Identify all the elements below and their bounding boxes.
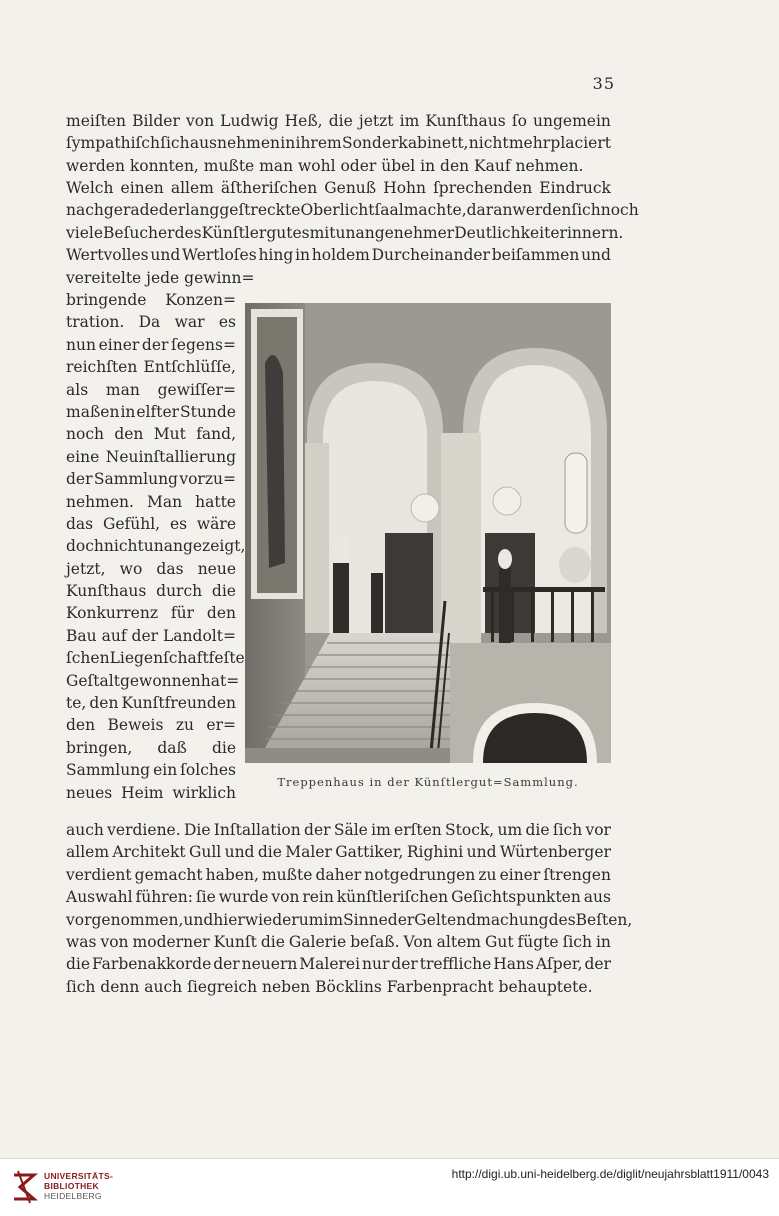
text-word: machte, (403, 201, 467, 220)
text-word: ſegens= (171, 335, 236, 354)
text-word: Kunſtfreunden (121, 694, 236, 713)
text-word: führen: (135, 888, 193, 907)
text-word: wo (119, 559, 143, 578)
text-word: moderner (132, 932, 210, 951)
text-line (66, 670, 240, 692)
text-word: Konzen= (165, 291, 236, 309)
text-word: nicht (468, 134, 509, 153)
text-word: bringen, (66, 738, 133, 757)
text-word: was (66, 932, 97, 951)
text-word: der (213, 955, 240, 974)
text-word: haben, (205, 865, 259, 884)
text-word: unangenehmer (335, 223, 455, 242)
text-line (66, 782, 236, 804)
text-word: unangezeigt, (143, 537, 246, 556)
text-line (66, 491, 236, 513)
text-word: allem (66, 843, 110, 862)
text-word: Hans (493, 955, 534, 974)
text-line (66, 311, 236, 333)
text-word: Stock, (445, 821, 495, 839)
text-word: Inſtallation (213, 821, 301, 839)
text-word: Die (183, 821, 211, 839)
text-word: neuern (241, 955, 298, 974)
text-word: holdem (311, 246, 370, 265)
text-word: in (595, 932, 611, 951)
text-word: Beweis (107, 716, 164, 735)
text-word: durch (156, 582, 203, 601)
text-word: die (211, 582, 236, 601)
text-word: daher (315, 865, 362, 884)
text-word: wurde (218, 888, 269, 907)
text-word: hing (258, 246, 294, 265)
text-word: ſo (511, 112, 527, 130)
text-word: es (169, 514, 188, 533)
text-word: ſich (571, 201, 601, 220)
text-line (66, 886, 611, 908)
text-word: mit (309, 223, 336, 242)
text-word: eine (66, 447, 100, 466)
text-word: verdiene. (107, 821, 181, 839)
text-word: der (304, 821, 331, 839)
text-word: Kunſthaus (66, 582, 147, 601)
university-library-logo-icon (10, 1167, 38, 1207)
text-word: Geltendmachung (414, 910, 549, 929)
text-word: Bilder (132, 112, 180, 130)
text-word: beiſammen (491, 246, 580, 265)
logo-line-2: BIBLIOTHEK (44, 1181, 99, 1191)
text-line (66, 177, 611, 199)
text-word: Kunſthaus (425, 112, 506, 130)
logo-line-3: HEIDELBERG (44, 1191, 102, 1201)
text-word: Gattiker, (335, 843, 404, 862)
text-word: für (170, 604, 195, 623)
text-line (66, 841, 611, 863)
text-word: der (387, 910, 415, 929)
text-word: ſympathiſch (66, 134, 160, 153)
text-word: der (158, 201, 186, 220)
text-word: Malerei (299, 955, 361, 974)
text-word: Mut (153, 425, 186, 444)
text-word: ein (153, 761, 178, 780)
text-word: vereitelte jede gewinn= (66, 268, 255, 287)
text-word: treffliche (419, 955, 492, 974)
text-word: nachgerade (66, 201, 159, 220)
paragraph-2-wrapped-column (66, 289, 246, 804)
text-word: ſich (562, 932, 592, 951)
text-word: Konkurrenz (66, 604, 158, 623)
text-word: Neuinſtallierung (105, 447, 236, 466)
text-line (66, 535, 246, 557)
text-word: Deutlichkeit (454, 223, 551, 242)
text-line (66, 759, 236, 781)
text-word: Maler (285, 843, 332, 862)
text-line (66, 714, 236, 736)
figure-caption: Treppenhaus in der Künſtlergut=Sammlung. (277, 775, 579, 789)
text-line (66, 931, 611, 953)
text-word: vorgenommen, (66, 910, 184, 929)
text-word: Von (403, 932, 433, 951)
text-word: placiert (550, 134, 611, 153)
text-line (66, 909, 633, 931)
text-word: Man (146, 492, 183, 511)
text-word: des (548, 910, 576, 929)
text-line (66, 580, 236, 602)
text-line (66, 379, 236, 401)
text-word: erinnern. (550, 223, 624, 242)
text-word: der (141, 335, 169, 354)
text-word: wirklich (172, 783, 236, 802)
text-word: die (211, 738, 236, 757)
text-word: zu (175, 716, 194, 735)
text-word: rein (302, 888, 334, 907)
text-line (66, 692, 236, 714)
text-word: Gefühl, (102, 514, 161, 533)
text-word: Oberlichtſaal (300, 201, 404, 220)
text-word: fand, (196, 425, 236, 444)
text-word: äſtheriſchen (220, 179, 318, 197)
text-word: ſich (552, 821, 583, 839)
text-word: noch (600, 201, 639, 220)
text-word: verdient (66, 865, 132, 884)
text-word: Farbenakkorde (91, 955, 212, 974)
text-word: neue (197, 559, 236, 578)
text-word: in (280, 134, 296, 153)
staircase-photo-illustration (245, 303, 611, 763)
text-word: zu (478, 865, 497, 884)
text-word: Beſucher (103, 223, 175, 242)
text-word: doch (66, 537, 104, 556)
text-word: die (525, 821, 550, 839)
text-word: war (174, 313, 205, 332)
text-line (66, 737, 236, 759)
text-word: jetzt (358, 112, 394, 130)
text-word: allem (170, 179, 214, 197)
text-word: hier (213, 910, 245, 929)
text-word: Geſtalt (66, 671, 120, 690)
text-word: Beſten, (575, 910, 633, 929)
text-word: Welch (66, 179, 114, 197)
text-word: den (66, 716, 96, 735)
text-word: Sonderkabinett, (341, 134, 469, 153)
text-word: mehr (508, 134, 551, 153)
text-word: vor (585, 821, 611, 839)
text-word: feſte (208, 649, 245, 668)
text-word: im (399, 112, 420, 130)
text-word: Heim (121, 783, 164, 802)
text-word: ihrem (295, 134, 342, 153)
text-word: Genuß (324, 179, 377, 197)
text-word: Sinne (343, 910, 388, 929)
text-word: von (185, 112, 215, 130)
text-line (66, 401, 236, 423)
text-word: in (120, 402, 136, 421)
text-word: te, (66, 694, 87, 713)
text-word: maßen (66, 402, 120, 421)
library-logo-text (44, 1171, 113, 1201)
text-word: den (89, 694, 119, 713)
text-word: nicht (103, 537, 144, 556)
text-word: hatte (195, 492, 236, 511)
text-word: Hohn (383, 179, 427, 197)
text-line (66, 513, 236, 535)
text-word: Wertloſes (182, 246, 257, 265)
paragraph-3 (66, 819, 633, 998)
staircase-photograph (245, 303, 611, 763)
text-line (66, 953, 611, 975)
text-line (66, 356, 236, 378)
text-word: noch (66, 425, 104, 444)
text-word: auch (66, 821, 104, 839)
text-word: der (131, 626, 159, 645)
text-word: Kunſt (213, 932, 257, 951)
text-word: Säle (333, 821, 368, 839)
text-word: das (66, 514, 94, 533)
text-word: nur (361, 955, 390, 974)
text-word: beſaß. (350, 932, 400, 951)
text-word: bringende (66, 291, 147, 309)
text-word: einen (120, 179, 164, 197)
text-word: von (271, 888, 300, 907)
text-word: mußte (261, 865, 313, 884)
text-word: es (218, 313, 236, 332)
text-word: den (114, 425, 144, 444)
text-line (66, 110, 611, 132)
text-word: werden konnten, mußte man wohl oder übel in den Kauf nehmen. (66, 156, 584, 175)
text-line (66, 602, 236, 624)
text-word: Geſichtspunkten (451, 888, 581, 907)
text-word: tration. (66, 313, 125, 332)
text-word: aus (583, 888, 611, 907)
text-word: Galerie (288, 932, 347, 951)
text-word: Ludwig (220, 112, 279, 130)
text-word: altem (436, 932, 481, 951)
text-word: Landolt= (163, 626, 236, 645)
text-word: langgeſtreckte (185, 201, 301, 220)
text-word: ungemein (533, 112, 611, 130)
text-line (66, 558, 236, 580)
text-word: einer (499, 865, 541, 884)
text-line (66, 289, 236, 311)
text-word: wiederum (244, 910, 324, 929)
text-word: um (497, 821, 523, 839)
text-word: des (174, 223, 202, 242)
text-word: Sammlung (66, 761, 151, 780)
paragraph-1 (66, 110, 611, 177)
text-word: gemacht (134, 865, 203, 884)
text-word: Architekt (112, 843, 186, 862)
text-word: als (66, 380, 89, 399)
paragraph-2 (66, 177, 639, 289)
text-word: die (260, 932, 285, 951)
text-word: im (323, 910, 344, 929)
text-word: Da (138, 313, 161, 332)
text-word: und (581, 246, 611, 265)
text-word: die (328, 112, 353, 130)
source-url-link[interactable]: http://digi.ub.uni-heidelberg.de/diglit/neujahrsblatt1911/0043 (451, 1167, 769, 1181)
text-word: ſich denn auch ſiegreich neben Böcklins Farbenpracht behauptete. (66, 977, 593, 996)
text-word: von (100, 932, 129, 951)
text-word: Entſchlüſſe, (143, 358, 236, 377)
text-word: ſolches (180, 761, 236, 780)
text-word: auf (101, 626, 127, 645)
text-word: erſten (394, 821, 442, 839)
text-word: Durcheinander (371, 246, 490, 265)
text-line (66, 155, 611, 177)
text-word: Heß, (284, 112, 323, 130)
text-word: der (584, 955, 611, 974)
text-word: Gull (188, 843, 222, 862)
text-word: gewonnen (119, 671, 201, 690)
text-word: reichſten (66, 358, 138, 377)
text-word: Liegenſchaft (109, 649, 209, 668)
text-word: ſprechenden (433, 179, 533, 197)
text-word: Auswahl (66, 888, 133, 907)
text-word: notgedrungen (364, 865, 476, 884)
text-line (66, 132, 611, 154)
text-word: nun (66, 335, 96, 354)
text-word: vorzu= (179, 470, 236, 489)
text-word: Gut (484, 932, 514, 951)
page-number: 35 (592, 74, 615, 93)
text-word: man (105, 380, 140, 399)
text-word: Würtenberger (499, 843, 611, 862)
text-word: die (257, 843, 282, 862)
text-line (66, 199, 639, 221)
text-word: gewiſſer= (157, 380, 236, 399)
text-word: künſtleriſchen (336, 888, 449, 907)
text-word: nehmen. (66, 492, 134, 511)
text-word: ſtrengen (543, 865, 611, 884)
text-word: hat= (200, 671, 240, 690)
text-word: ſchen (66, 649, 110, 668)
text-word: und (150, 246, 181, 265)
text-word: fügte (517, 932, 559, 951)
text-word: werden (512, 201, 572, 220)
library-footer (0, 1158, 779, 1216)
text-line (66, 222, 624, 244)
text-word: Wertvolles (66, 246, 149, 265)
text-line (66, 864, 611, 886)
text-line (66, 647, 245, 669)
text-word: Künſtlergutes (201, 223, 310, 242)
text-word: elfter (136, 402, 180, 421)
text-line (66, 267, 611, 289)
text-word: einer (98, 335, 140, 354)
text-word: jetzt, (66, 559, 106, 578)
text-word: den (206, 604, 236, 623)
text-line (66, 819, 611, 841)
text-word: und (183, 910, 214, 929)
text-word: daß (157, 738, 187, 757)
logo-line-1: UNIVERSITÄTS- (44, 1171, 114, 1181)
text-word: er= (206, 716, 236, 735)
text-word: im (371, 821, 391, 839)
text-word: der (66, 470, 93, 489)
text-word: und (466, 843, 497, 862)
text-line (66, 244, 611, 266)
text-word: viele (66, 223, 104, 242)
text-word: ſich (160, 134, 190, 153)
text-line (66, 976, 611, 998)
text-word: Eindruck (539, 179, 611, 197)
text-word: in (295, 246, 311, 265)
text-line (66, 423, 236, 445)
text-word: Stunde (180, 402, 236, 421)
text-word: und (224, 843, 255, 862)
text-word: Righini (406, 843, 464, 862)
text-word: Sammlung (93, 470, 178, 489)
text-word: meiſten (66, 112, 126, 130)
text-word: neues (66, 783, 113, 802)
text-word: wäre (196, 514, 236, 533)
text-word: Bau (66, 626, 97, 645)
text-word: das (156, 559, 184, 578)
text-word: ausnehmen (189, 134, 280, 153)
text-word: daran (466, 201, 513, 220)
text-word: ſie (195, 888, 216, 907)
text-line (66, 625, 236, 647)
text-line (66, 468, 236, 490)
text-word: die (66, 955, 91, 974)
text-word: Aſper, (535, 955, 583, 974)
text-word: der (391, 955, 418, 974)
text-line (66, 446, 236, 468)
text-line (66, 334, 236, 356)
